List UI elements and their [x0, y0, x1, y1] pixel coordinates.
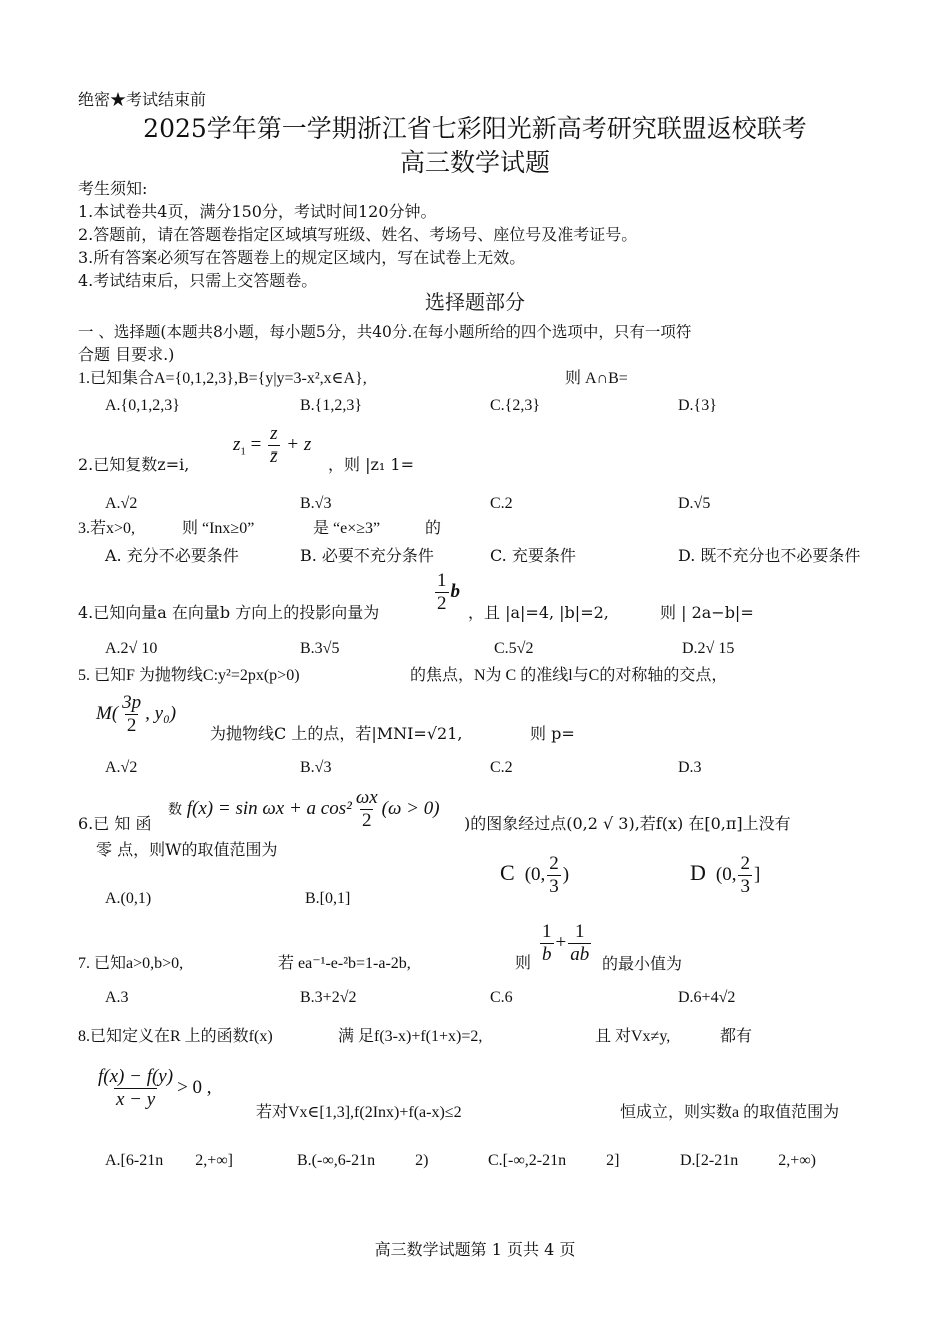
q1-option-a: A.{0,1,2,3} [105, 397, 180, 414]
q6-option-c-num: 2 [549, 853, 559, 874]
q5-m-fraction [120, 692, 143, 737]
q3-stem-c: 是 “e×≥3” [313, 520, 381, 537]
q8-stem-b: 满 足f(3-x)+f(1+x)=2, [338, 1028, 483, 1045]
q5-option-b: B.√3 [300, 759, 332, 776]
q2-formula-lhs: z [233, 433, 241, 455]
q7-f1-den: b [542, 944, 552, 965]
q7-option-d: D.6+4√2 [678, 989, 736, 1006]
q4-stem: 4.已知向量a 在向量b 方向上的投影向量为 [78, 603, 380, 622]
q8-option-b: B.(-∞,6-21n 2) [297, 1152, 429, 1169]
q7-option-c: C.6 [490, 989, 513, 1006]
q4-fraction [433, 570, 460, 615]
q2-option-c: C.2 [490, 495, 513, 512]
q6-func-den: 2 [361, 810, 372, 831]
q5-m-rest: , y₀) [145, 702, 177, 724]
q4-tail-2: 则 | 2a−b|= [660, 603, 754, 622]
q5-point-m [96, 692, 176, 737]
q6-option-a: A.(0,1) [105, 890, 152, 907]
q2-formula-den: z̄ [270, 446, 278, 467]
secret-label: 绝密★考试结束前 [78, 90, 207, 109]
q6-option-d-label: D [690, 859, 706, 885]
q4-option-d: D.2√ 15 [682, 640, 735, 657]
q6-option-d-open: (0, [715, 863, 737, 885]
q6-option-d-fraction [738, 853, 752, 898]
q1-option-d: D.{3} [678, 397, 717, 414]
q7-stem-b: 若 ea⁻¹-e-²b=1-a-2b, [278, 955, 411, 972]
q6-function [168, 787, 440, 832]
q6-option-c [500, 853, 569, 898]
q2-stem: 2.已知复数z=i, [78, 455, 190, 474]
q7-stem: 7. 已知a>0,b>0, [78, 955, 184, 972]
q3-stem-a: 3.若x>0, [78, 520, 136, 537]
notice-item-3: 3.所有答案必须写在答题卷上的规定区域内，写在试卷上无效。 [78, 248, 526, 267]
q4-option-b: B.3√5 [300, 640, 340, 657]
section-instruction-1: 一 、选择题(本题共8小题，每小题5分，共40分.在每小题所给的四个选项中，只有一项符 [78, 323, 692, 341]
notice-item-2: 2.答题前，请在答题卷指定区域填写班级、姓名、考场号、座位号及准考证号。 [78, 225, 638, 244]
q2-formula-num: z [270, 423, 278, 444]
q1-stem: 1.已知集合A={0,1,2,3},B={y|y=3-x²,x∈A}, [78, 370, 367, 387]
q6-option-c-fraction [547, 853, 561, 898]
q6-option-d-den: 3 [740, 876, 750, 897]
q7-fraction-2 [568, 921, 591, 966]
q6-option-d-num: 2 [740, 853, 750, 874]
q6-option-c-close: ) [562, 863, 570, 885]
q8-frac-den: x − y [115, 1089, 156, 1110]
q7-f2-num: 1 [574, 921, 585, 942]
q4-tail: ，且 |a|=4, |b|=2, [468, 603, 609, 622]
q4-frac-num: 1 [437, 570, 447, 591]
q8-stem-c: 且 对Vx≠y, [595, 1028, 671, 1045]
q5-option-d: D.3 [678, 759, 702, 776]
q5-stem: 5. 已知F 为抛物线C:y²=2px(p>0) [78, 667, 300, 684]
q3-option-d: D. 既不充分也不必要条件 [678, 546, 861, 565]
q1-tail: 则 A∩B= [565, 370, 628, 387]
q7-plus: + [555, 931, 567, 953]
q1-option-b: B.{1,2,3} [300, 397, 363, 414]
q5-m-den: 2 [126, 715, 137, 736]
section-title: 选择题部分 [425, 290, 525, 314]
q6-option-c-open: (0, [524, 863, 546, 885]
q6-option-d [690, 853, 760, 898]
q2-formula [233, 423, 311, 468]
q4-frac-den: 2 [437, 593, 447, 614]
q8-line-2-tail: 恒成立，则实数a 的取值范围为 [620, 1104, 840, 1121]
q6-func-pre: 数 [168, 801, 182, 818]
q7-option-a: A.3 [105, 989, 129, 1006]
q5-m-num: 3p [122, 692, 142, 713]
q2-formula-sub: 1 [240, 445, 246, 458]
q7-option-b: B.3+2√2 [300, 989, 357, 1006]
q3-option-a: A. 充分不必要条件 [105, 546, 239, 565]
q3-option-c: C. 充要条件 [490, 546, 576, 565]
q8-condition [94, 1066, 212, 1111]
q8-option-a: A.[6-21n 2,+∞] [105, 1152, 233, 1169]
q7-f2-den: ab [570, 944, 590, 965]
q8-line-2: 若对Vx∈[1,3],f(2Inx)+f(a-x)≤2 [256, 1104, 462, 1121]
q4-option-c: C.5√2 [494, 640, 534, 657]
q7-stem-c: 则 [515, 955, 532, 972]
q5-line-2: 为抛物线C 上的点，若|MNI=√21, [210, 724, 463, 743]
q6-option-d-close: ] [753, 863, 761, 885]
page-footer: 高三数学试题第 1 页共 4 页 [374, 1240, 576, 1259]
q6-line-2: 零 点，则W的取值范围为 [96, 840, 278, 859]
q6-func-fraction [354, 787, 380, 832]
q2-option-a: A.√2 [105, 495, 138, 512]
q2-formula-fraction [268, 423, 279, 468]
q8-frac-tail: > 0 , [177, 1076, 212, 1098]
q6-option-b: B.[0,1] [305, 890, 351, 907]
q8-fraction [96, 1066, 175, 1111]
q6-func-a: f(x) = sin ωx + a cos² [186, 797, 352, 819]
q2-option-b: B.√3 [300, 495, 332, 512]
q5-m-label: M( [96, 702, 119, 724]
q8-stem-d: 都有 [720, 1028, 753, 1045]
q2-option-d: D.√5 [678, 495, 711, 512]
q2-formula-rhs: + z [286, 433, 312, 455]
notice-item-1: 1.本试卷共4页，满分150分，考试时间120分钟。 [78, 202, 437, 221]
q6-tail: )的图象经过点(0,2 √ 3),若f(x) 在[0,π]上没有 [464, 814, 791, 833]
q4-fraction-half [435, 570, 449, 615]
q5-option-c: C.2 [490, 759, 513, 776]
q4-frac-var: b [450, 580, 460, 602]
q3-stem-b: 则 “Inx≥0” [182, 520, 255, 537]
q5-stem-b: 的焦点，N为 C 的准线l与C的对称轴的交点， [410, 667, 728, 684]
q8-option-d: D.[2-21n 2,+∞) [680, 1152, 816, 1169]
q4-option-a: A.2√ 10 [105, 640, 158, 657]
q7-expression [538, 921, 593, 966]
exam-subtitle: 高三数学试题 [399, 148, 550, 177]
notice-item-4: 4.考试结束后，只需上交答题卷。 [78, 271, 318, 290]
q6-stem: 6.已 知 函 [78, 814, 152, 833]
q3-option-b: B. 必要不充分条件 [300, 546, 434, 565]
q2-tail: ，则 |z₁ 1= [328, 455, 414, 474]
section-instruction-2: 合题 目要求.) [78, 345, 175, 364]
q8-stem: 8.已知定义在R 上的函数f(x) [78, 1028, 273, 1045]
q7-f1-num: 1 [542, 921, 552, 942]
exam-title: 2025学年第一学期浙江省七彩阳光新高考研究联盟返校联考 [143, 114, 807, 143]
q5-option-a: A.√2 [105, 759, 138, 776]
q6-func-b: (ω > 0) [381, 797, 440, 819]
q8-frac-num: f(x) − f(y) [98, 1066, 174, 1087]
q2-formula-eq: = [250, 433, 262, 455]
q5-line-2-tail: 则 p= [530, 724, 575, 743]
q6-option-c-label: C [500, 859, 515, 885]
q7-tail: 的最小值为 [602, 954, 683, 973]
q1-option-c: C.{2,3} [490, 397, 541, 414]
q6-func-num: ωx [355, 787, 378, 808]
q7-fraction-1 [540, 921, 554, 966]
q8-option-c: C.[-∞,2-21n 2] [488, 1152, 620, 1169]
q3-stem-d: 的 [425, 520, 442, 537]
q6-option-c-den: 3 [549, 876, 559, 897]
notice-heading: 考生须知: [78, 179, 148, 198]
